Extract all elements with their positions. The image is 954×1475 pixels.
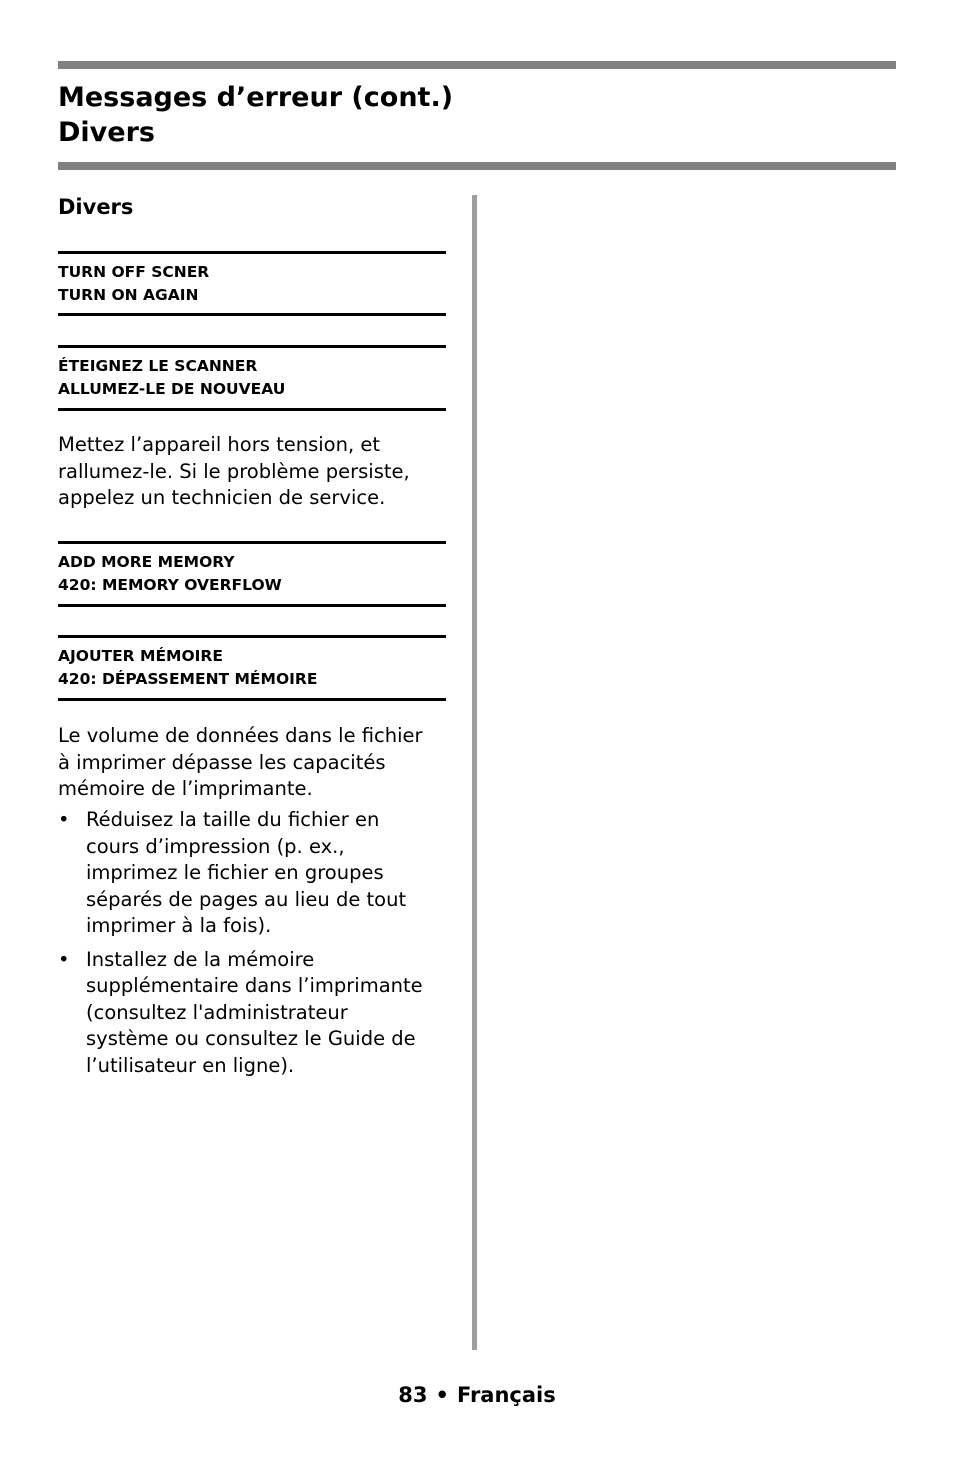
column-divider <box>472 195 477 1350</box>
footer-language: Français <box>456 1383 556 1407</box>
error-message-line: ADD MORE MEMORY <box>58 553 235 571</box>
list-item <box>58 807 458 940</box>
paragraph-line: à imprimer dépasse les capacités <box>58 750 386 774</box>
bullet-line: cours d’impression (p. ex., <box>86 834 345 858</box>
error-message-line: 420: MEMORY OVERFLOW <box>58 576 282 594</box>
paragraph-line: Mettez l’appareil hors tension, et <box>58 433 381 456</box>
paragraph-line: rallumez-le. Si le problème persiste, <box>58 459 410 483</box>
list-item <box>58 947 458 1080</box>
bullet-line: supplémentaire dans l’imprimante <box>86 974 423 997</box>
bullet-list <box>58 807 458 1086</box>
memory-paragraph <box>58 723 458 803</box>
page-number: 83 <box>398 1383 428 1407</box>
footer-separator: • <box>435 1383 449 1407</box>
paragraph-line: appelez un technicien de service. <box>58 486 386 509</box>
bullet-line: Réduisez la taille du fichier en <box>86 808 380 831</box>
page-title-line-2: Divers <box>58 117 155 148</box>
error-message-line: 420: DÉPASSEMENT MÉMOIRE <box>58 670 318 688</box>
page-footer <box>0 1381 954 1409</box>
error-message-box <box>58 541 446 607</box>
bullet-line: (consultez l'administrateur <box>86 1000 348 1024</box>
header-rule-top <box>58 61 896 69</box>
paragraph-line: mémoire de l’imprimante. <box>58 777 313 800</box>
error-message-box <box>58 635 446 701</box>
bullet-line: séparés de pages au lieu de tout <box>86 887 407 911</box>
error-message-line: TURN OFF SCNER <box>58 263 210 281</box>
section-heading: Divers <box>58 195 134 219</box>
paragraph-line: Le volume de données dans le fichier <box>58 724 423 747</box>
header-rule-bottom <box>58 162 896 170</box>
error-message-line: TURN ON AGAIN <box>58 286 199 304</box>
error-message-line: ALLUMEZ-LE DE NOUVEAU <box>58 380 286 398</box>
bullet-line: l’utilisateur en ligne). <box>86 1053 295 1077</box>
error-message-line: ÉTEIGNEZ LE SCANNER <box>58 357 258 375</box>
restart-paragraph <box>58 432 458 512</box>
error-message-line: AJOUTER MÉMOIRE <box>58 647 223 665</box>
bullet-line: système ou consultez le Guide de <box>86 1027 416 1050</box>
page-title <box>58 80 896 150</box>
bullet-line: imprimer à la fois). <box>86 914 272 937</box>
error-message-box <box>58 251 446 316</box>
page-title-line-1: Messages d’erreur (cont.) <box>58 82 454 113</box>
bullet-icon: • <box>58 808 70 831</box>
bullet-line: imprimez le fichier en groupes <box>86 861 384 884</box>
bullet-icon: • <box>58 947 70 971</box>
error-message-box <box>58 345 446 411</box>
bullet-line: Installez de la mémoire <box>86 947 315 971</box>
